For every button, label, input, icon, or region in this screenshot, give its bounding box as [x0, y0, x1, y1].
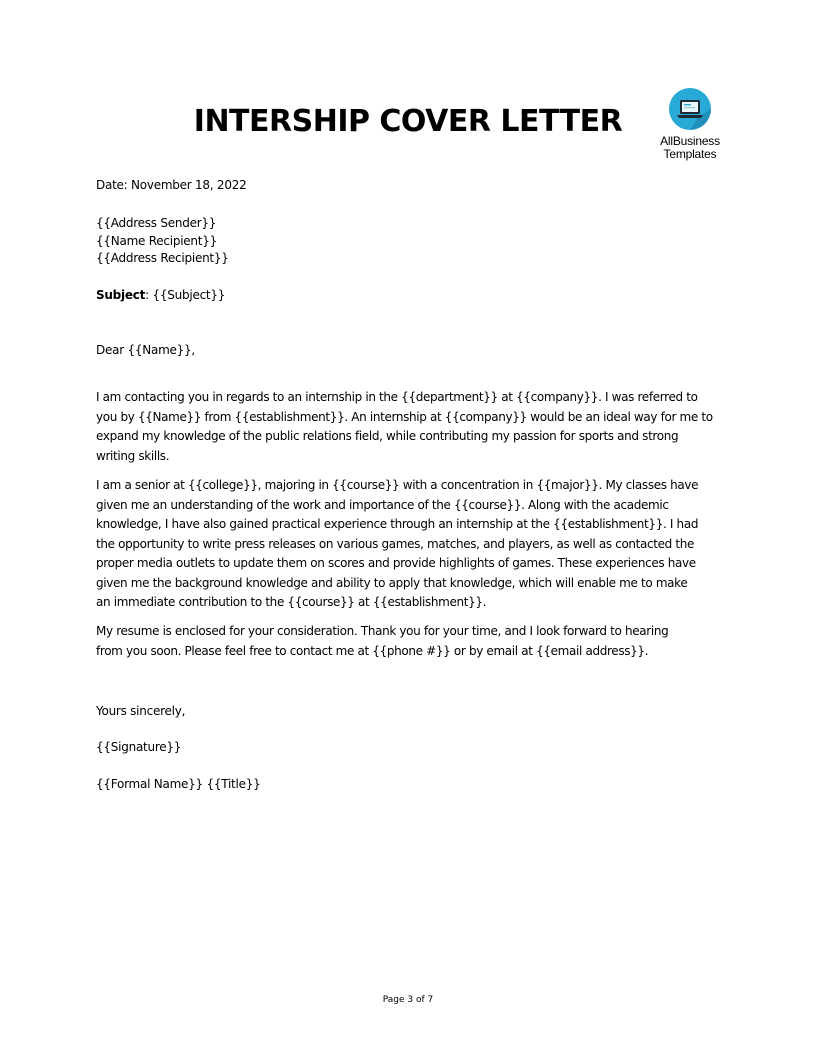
paragraph-line: an immediate contribution to the {{course}} at {{establishment}}. — [96, 595, 487, 609]
paragraph-line: expand my knowledge of the public relations field, while contributing my passion for sports and strong — [96, 429, 679, 443]
body-paragraph-3 — [96, 622, 728, 661]
paragraph-line: writing skills. — [96, 448, 170, 463]
logo-text-line1: AllBusiness — [660, 134, 720, 148]
paragraph-line: you by {{Name}} from {{establishment}}. An internship at {{company}} would be an ideal way for me to — [96, 409, 713, 424]
signature-placeholder: {{Signature}} — [96, 740, 182, 754]
subject-value: : {{Subject}} — [145, 288, 226, 302]
page-indicator: Page 3 of 7 — [382, 995, 434, 1005]
address-block — [96, 215, 724, 268]
paragraph-line: proper media outlets to update them on scores and provide highlights of games. These experiences have — [96, 556, 696, 570]
logo-text-line2: Templates — [663, 147, 717, 161]
paragraph-line: knowledge, I have also gained practical experience through an internship at the {{establishment}}. I had — [96, 517, 699, 531]
paragraph-line: from you soon. Please feel free to contact me at {{phone #}} or by email at {{email address}}. — [96, 643, 649, 658]
address-sender: {{Address Sender}} — [96, 216, 217, 230]
laptop-icon — [668, 87, 712, 131]
salutation: Dear {{Name}}, — [96, 343, 195, 357]
body-paragraph-1 — [96, 388, 728, 466]
paragraph-line: the opportunity to write press releases on various games, matches, and players, as well as contacted the — [96, 536, 695, 551]
paragraph-line: My resume is enclosed for your consideration. Thank you for your time, and I look forward to hearing — [96, 624, 669, 638]
name-recipient: {{Name Recipient}} — [96, 233, 218, 248]
paragraph-line: I am contacting you in regards to an internship in the {{department}} at {{company}}. I was referred to — [96, 390, 698, 404]
letter-date: Date: November 18, 2022 — [96, 178, 247, 192]
paragraph-line: given me the background knowledge and ability to apply that knowledge, which will enable me to make — [96, 575, 688, 590]
document-title: INTERSHIP COVER LETTER — [193, 104, 623, 139]
subject-label: Subject — [96, 288, 146, 302]
subject-line — [96, 286, 724, 306]
allbusiness-logo — [652, 87, 728, 161]
paragraph-line: given me an understanding of the work and importance of the {{course}}. Along with the academic — [96, 497, 669, 512]
address-recipient: {{Address Recipient}} — [96, 251, 229, 265]
body-paragraph-2 — [96, 476, 728, 613]
formal-name-title: {{Formal Name}} {{Title}} — [96, 777, 261, 791]
paragraph-line: I am a senior at {{college}}, majoring in {{course}} with a concentration in {{major}}. My classes have — [96, 478, 699, 492]
closing: Yours sincerely, — [96, 704, 186, 718]
